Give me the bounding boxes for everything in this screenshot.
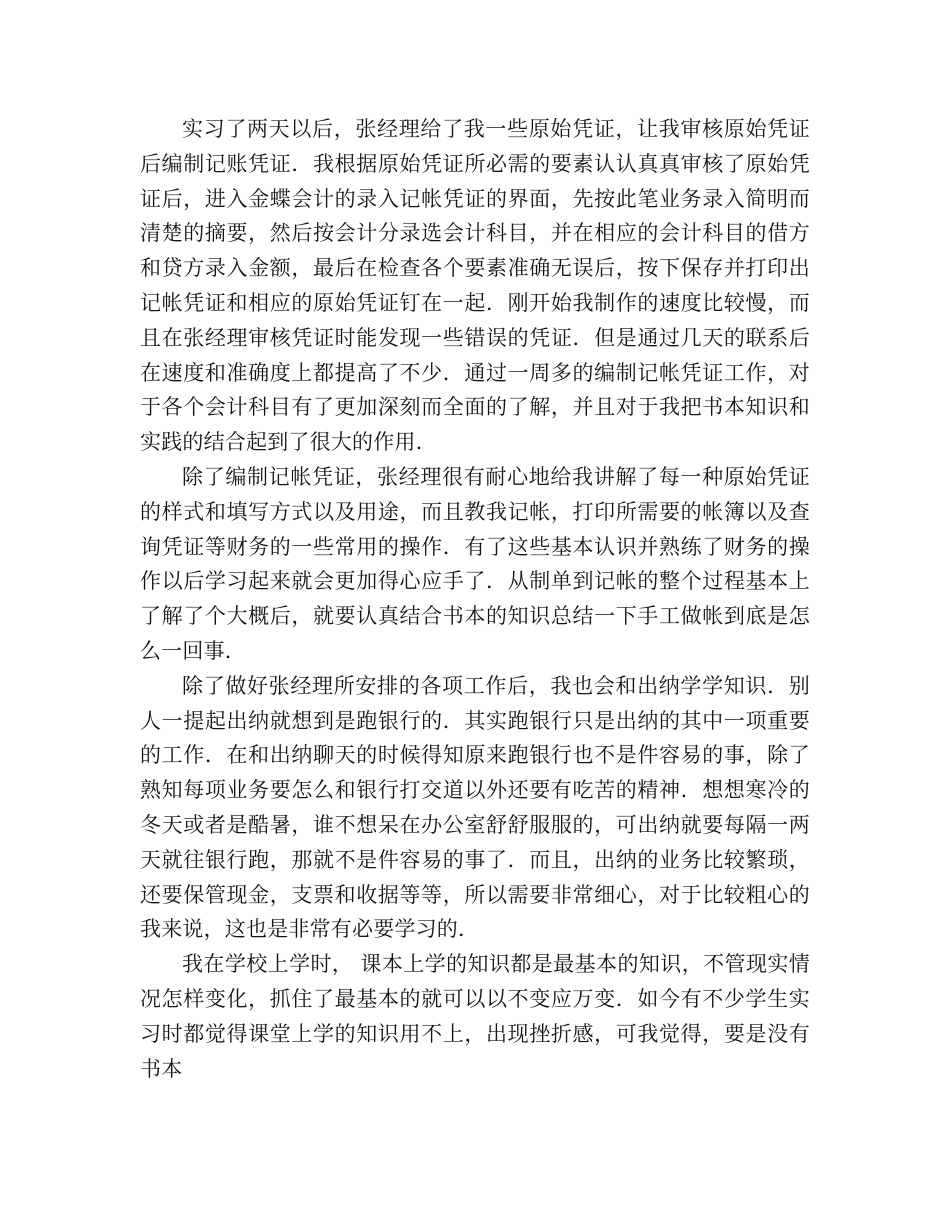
paragraph-1: 实习了两天以后，张经理给了我一些原始凭证，让我审核原始凭证后编制记账凭证．我根据原始凭证所必需的要素认认真真审核了原始凭证后，进入金蝶会计的录入记帐凭证的界面，先按此笔业务录入简明而清楚的摘要，然后按会计分录选会计科目，并在相应的会计科目的借方和贷方录入金额，最后在检查各个要素准确无误后，按下保存并打印出记帐凭证和相应的原始凭证钉在一起．刚开始我制作的速度比较慢，而且在张经理审核凭证时能发现一些错误的凭证．但是通过几天的联系后在速度和准确度上都提高了不少．通过一周多的编制记帐凭证工作，对于各个会计科目有了更加深刻而全面的了解，并且对于我把书本知识和实践的结合起到了很大的作用． <box>140 117 810 455</box>
paragraph-3: 除了做好张经理所安排的各项工作后，我也会和出纳学学知识．别人一提起出纳就想到是跑银行的．其实跑银行只是出纳的其中一项重要的工作．在和出纳聊天的时候得知原来跑银行也不是件容易的事，除了熟知每项业务要怎么和银行打交道以外还要有吃苦的精神．想想寒冷的冬天或者是酷暑，谁不想呆在办公室舒舒服服的，可出纳就要每隔一两天就往银行跑，那就不是件容易的事了．而且，出纳的业务比较繁琐，还要保管现金，支票和收据等等，所以需要非常细心，对于比较粗心的我来说，这也是非常有必要学习的． <box>140 673 810 942</box>
paragraph-2: 除了编制记帐凭证，张经理很有耐心地给我讲解了每一种原始凭证的样式和填写方式以及用途，而且教我记帐，打印所需要的帐簿以及查询凭证等财务的一些常用的操作．有了这些基本认识并熟练了财务的操作以后学习起来就会更加得心应手了．从制单到记帐的整个过程基本上了解了个大概后，就要认真结合书本的知识总结一下手工做帐到底是怎么一回事． <box>140 464 810 663</box>
paragraph-4: 我在学校上学时， 课本上学的知识都是最基本的知识，不管现实情况怎样变化，抓住了最基本的就可以以不变应万变．如今有不少学生实习时都觉得课堂上学的知识用不上，出现挫折感，可我觉得，要是没有书本 <box>140 952 810 1081</box>
